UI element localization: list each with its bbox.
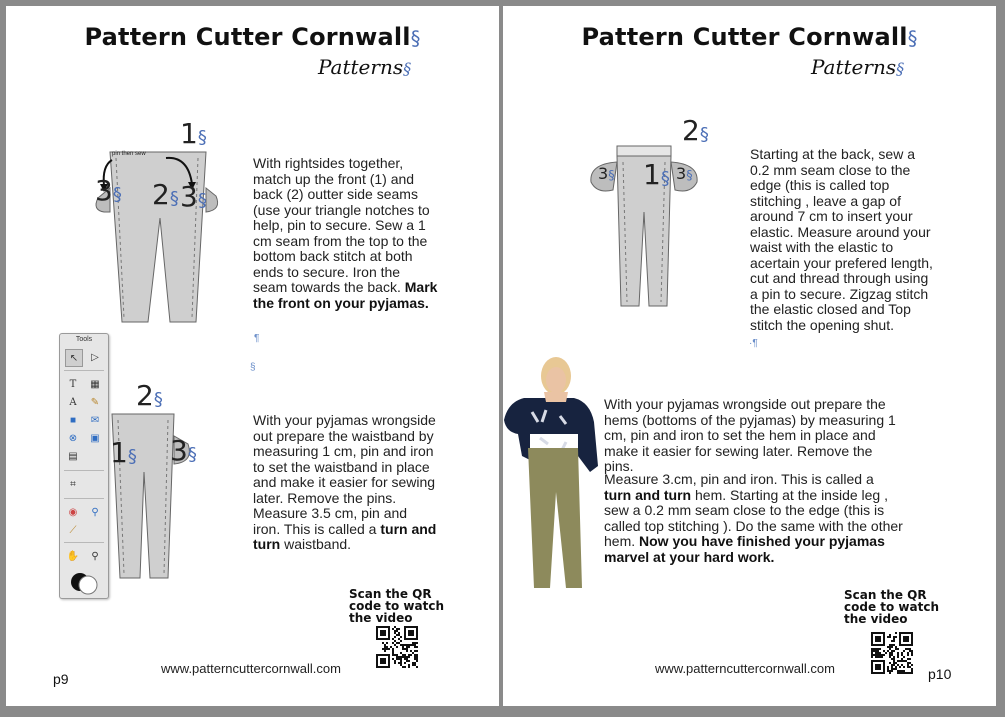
figure-number: 1§ bbox=[110, 436, 137, 469]
page-subtitle: Patterns§ bbox=[318, 55, 412, 79]
right-page bbox=[503, 6, 996, 706]
figure-number: 2§ bbox=[682, 114, 709, 147]
shape-tool-icon[interactable]: ■ bbox=[69, 414, 77, 426]
figure-number: 3§ bbox=[598, 164, 615, 183]
tools-title: Tools bbox=[75, 336, 93, 343]
fill-stroke-swatch-icon[interactable] bbox=[68, 570, 102, 596]
website-url: www.patterncuttercornwall.com bbox=[161, 661, 341, 676]
paragraph-mark: ·¶ bbox=[749, 338, 758, 349]
direct-select-tool-icon[interactable]: ▷ bbox=[91, 351, 99, 363]
page-subtitle: Patterns§ bbox=[811, 55, 905, 79]
instruction-paragraph: With your pyjamas wrongside out prepare the hems (bottoms of the pyjamas) by measuring 1 cm, pin and iron to set the hem in place and make it easier for sewing later. Remove the pins. bbox=[604, 396, 896, 474]
section-mark: § bbox=[250, 362, 256, 373]
instruction-paragraph: Starting at the back, sew a 0.2 mm seam close to the edge (this is called top stitching , leave a gap of around 7 cm to insert your elastic. Measure around your waist with the elastic to acertain your prefered length, cut and thread through using a pin to secure. Zigzag stitch the elastic closed and Top stitch the opening shut. bbox=[750, 146, 933, 333]
eyedropper-tool-icon[interactable]: ⚲ bbox=[91, 506, 99, 518]
color-wheel-icon[interactable]: ◉ bbox=[68, 506, 78, 518]
instruction-paragraph: Measure 3.cm, pin and iron. This is called a turn and turn hem. Starting at the inside leg , sew a 0.2 mm seam close to the edge (this is called top stitching ). Do the same with the other hem. Now you have finished your pyjamas marvel at your hard work. bbox=[604, 471, 903, 565]
figure-number: 1§ bbox=[643, 158, 670, 191]
figure-number: 3§ bbox=[676, 164, 693, 183]
image-tool-icon[interactable]: ▣ bbox=[90, 432, 100, 444]
font-tool-icon[interactable]: A bbox=[69, 396, 77, 408]
hand-tool-icon[interactable]: ✋ bbox=[66, 550, 80, 562]
tools-palette[interactable] bbox=[59, 333, 109, 599]
figure-number: 2§ bbox=[136, 379, 163, 412]
page-number: p10 bbox=[928, 666, 952, 682]
qr-code bbox=[376, 626, 418, 668]
table-tool-icon[interactable]: ▦ bbox=[90, 378, 100, 390]
figure-number: 1§ bbox=[180, 117, 207, 150]
figure-number: 3§ bbox=[95, 174, 122, 207]
crop-tool-icon[interactable]: ⌗ bbox=[70, 478, 76, 490]
paragraph-mark: ¶ bbox=[254, 333, 260, 344]
text-tool-icon[interactable]: T bbox=[69, 378, 77, 390]
layout-tool-icon[interactable]: ▤ bbox=[68, 450, 78, 462]
pen-tool-icon[interactable]: ✎ bbox=[90, 396, 100, 408]
figure-number: 2§ bbox=[152, 178, 179, 211]
qr-caption: Scan the QR code to watch the video bbox=[349, 587, 444, 625]
qr-code bbox=[871, 632, 913, 674]
trousers-figure-front-back bbox=[88, 138, 228, 328]
qr-caption: Scan the QR code to watch the video bbox=[844, 588, 939, 626]
page-title: Pattern Cutter Cornwall§ bbox=[581, 23, 918, 51]
placeholder-tool-icon[interactable]: ⊗ bbox=[68, 432, 78, 444]
page-number: p9 bbox=[53, 671, 69, 687]
instruction-paragraph: With your pyjamas wrongside out prepare the waistband by measuring 1 cm, pin and iron to set the waistband in place and make it easier for sewing later. Remove the pins. Measure 3.5 cm, pin and iron. This is called a turn and turn waistband. bbox=[253, 412, 437, 552]
trousers-figure-waistband bbox=[110, 402, 200, 584]
brush-tool-icon[interactable]: ⟋ bbox=[69, 524, 77, 536]
instruction-paragraph: With rightsides together, match up the front (1) and back (2) outter side seams (use your triangle notches to help, pin to secure. Sew a 1 cm seam from the top to the bottom back stitch at both ends to secure. Iron the seam towards the back. Mark the front on your pyjamas. bbox=[253, 155, 438, 311]
page-title: Pattern Cutter Cornwall§ bbox=[84, 23, 421, 51]
figure-note: pin then sew bbox=[112, 151, 146, 157]
figure-number: 3§ bbox=[170, 434, 197, 467]
mail-tool-icon[interactable]: ✉ bbox=[90, 414, 100, 426]
figure-number: 3§ bbox=[180, 180, 207, 213]
person-photo bbox=[503, 352, 604, 592]
website-url: www.patterncuttercornwall.com bbox=[655, 661, 835, 676]
select-tool-icon[interactable]: ↖ bbox=[65, 349, 83, 367]
zoom-tool-icon[interactable]: ⚲ bbox=[91, 550, 99, 562]
